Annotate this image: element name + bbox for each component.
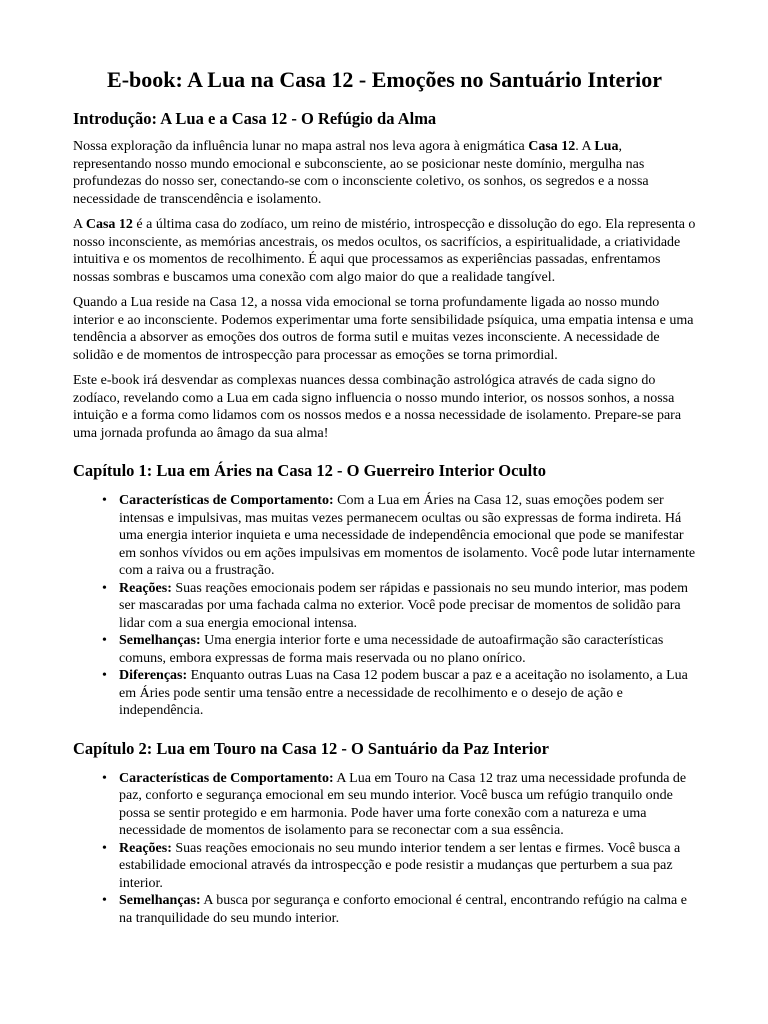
intro-paragraph-1 bbox=[73, 138, 696, 208]
item-text: A Lua em Touro na Casa 12 traz uma necessidade profunda de paz, conforto e segurança emocional em seu mundo interior. Você busca um refúgio tranquilo onde possa se sentir protegido e em harmonia. Pode haver uma forte conexão com a natureza e uma necessidade de momentos de isolamento para se reconectar com a sua essência. bbox=[119, 770, 687, 838]
intro-heading: Introdução: A Lua e a Casa 12 - O Refúgio da Alma bbox=[73, 109, 437, 128]
item-text: Uma energia interior forte e uma necessidade de autoafirmação são características comuns, embora expressas de forma mais reservada ou no plano onírico. bbox=[119, 633, 664, 666]
item-label: Semelhanças: bbox=[119, 893, 201, 908]
intro-p1-text-2: . A bbox=[575, 139, 595, 154]
list-item bbox=[102, 492, 696, 580]
list-item bbox=[102, 770, 696, 840]
intro-p2-text-1: A bbox=[73, 217, 86, 232]
intro-p2-text-2: é a última casa do zodíaco, um reino de mistério, introspecção e dissolução do ego. Ela representa o nosso inconsciente, as memórias ancestrais, os medos ocultos, os sacrifícios, a espiritualidade, a criatividade intuitiva e os momentos de recolhimento. É aqui que processamos as experiências passadas, enfrentamos nossas sombras e buscamos uma conexão com algo maior do que a realidade tangível. bbox=[73, 217, 696, 285]
intro-paragraph-2 bbox=[73, 216, 696, 286]
item-text: A busca por segurança e conforto emocional é central, encontrando refúgio na calma e na tranquilidade do seu mundo interior. bbox=[119, 893, 687, 926]
item-label: Reações: bbox=[119, 580, 172, 596]
item-label: Características de Comportamento: bbox=[119, 493, 334, 508]
bullet-icon: • bbox=[102, 668, 107, 683]
list-item bbox=[102, 892, 696, 927]
bullet-icon: • bbox=[102, 893, 107, 908]
chapter-1-list bbox=[73, 492, 696, 720]
intro-p1-text-3: , representando nosso mundo emocional e subconsciente, ao se posicionar neste domínio, mergulha nas profundezas do nosso ser, conectando-se com o inconsciente coletivo, os sonhos, os segredos e a nossa necessidade de transcendência e isolamento. bbox=[73, 139, 649, 207]
intro-paragraph-3: Quando a Lua reside na Casa 12, a nossa vida emocional se torna profundamente ligada ao nosso mundo interior e ao inconsciente. Podemos experimentar uma forte sensibilidade psíquica, uma empatia intensa e uma tendência a absorver as emoções dos outros de forma sutil e muitas vezes inconsciente. A necessidade de solidão e de momentos de introspecção para processar as emoções se torna primordial. bbox=[73, 295, 694, 363]
intro-p1-text-1: Nossa exploração da influência lunar no mapa astral nos leva agora à enigmática bbox=[73, 139, 529, 154]
list-item bbox=[102, 580, 696, 633]
bullet-icon: • bbox=[102, 580, 107, 596]
intro-paragraph-4: Este e-book irá desvendar as complexas nuances dessa combinação astrológica através de cada signo do zodíaco, revelando como a Lua em cada signo influencia o nosso mundo interior, os nossos sonhos, a nossa intuição e a forma como lidamos com os nossos medos e a nossa necessidade de isolamento. Prepare-se para uma jornada profunda ao âmago da sua alma! bbox=[73, 373, 682, 441]
chapter-1-heading: Capítulo 1: Lua em Áries na Casa 12 - O Guerreiro Interior Oculto bbox=[73, 461, 546, 480]
chapter-2-list bbox=[73, 770, 696, 928]
list-item bbox=[102, 667, 696, 720]
bullet-icon: • bbox=[102, 770, 107, 786]
item-label: Diferenças: bbox=[119, 668, 188, 683]
bullet-icon: • bbox=[102, 493, 107, 508]
item-text: Suas reações emocionais no seu mundo interior tendem a ser lentas e firmes. Você busca a estabilidade emocional através da introspecção e pode resistir a mudanças que perturbem a sua paz interior. bbox=[119, 840, 681, 891]
intro-p1-bold-1: Casa 12 bbox=[528, 139, 576, 154]
bullet-icon: • bbox=[102, 840, 107, 856]
intro-p1-bold-2: Lua bbox=[594, 139, 619, 154]
item-label: Características de Comportamento: bbox=[119, 770, 334, 786]
item-text: Suas reações emocionais podem ser rápidas e passionais no seu mundo interior, mas podem ser mascaradas por uma fachada calma no exterior. Você pode precisar de momentos de solidão para lidar com a sua energia emocional intensa. bbox=[119, 580, 689, 631]
page-title: E-book: A Lua na Casa 12 - Emoções no Santuário Interior bbox=[107, 67, 662, 92]
item-text: Enquanto outras Luas na Casa 12 podem buscar a paz e a aceitação no isolamento, a Lua em Áries pode sentir uma tensão entre a necessidade de recolhimento e o desejo de ação e independência. bbox=[119, 668, 688, 718]
item-text: Com a Lua em Áries na Casa 12, suas emoções podem ser intensas e impulsivas, mas muitas vezes permanecem ocultas ou são expressas de forma indireta. Há uma energia interior inquieta e uma necessidade de independência emocional que pode se manifestar em sonhos vívidos ou em ações impulsivas em momentos de isolamento. Você pode lutar internamente com a raiva ou a frustração. bbox=[119, 493, 696, 578]
list-item bbox=[102, 632, 696, 667]
chapter-2-heading: Capítulo 2: Lua em Touro na Casa 12 - O Santuário da Paz Interior bbox=[73, 738, 549, 758]
bullet-icon: • bbox=[102, 633, 107, 648]
item-label: Reações: bbox=[119, 840, 172, 856]
item-label: Semelhanças: bbox=[119, 633, 201, 648]
list-item bbox=[102, 840, 696, 893]
intro-p2-bold-1: Casa 12 bbox=[85, 217, 133, 232]
